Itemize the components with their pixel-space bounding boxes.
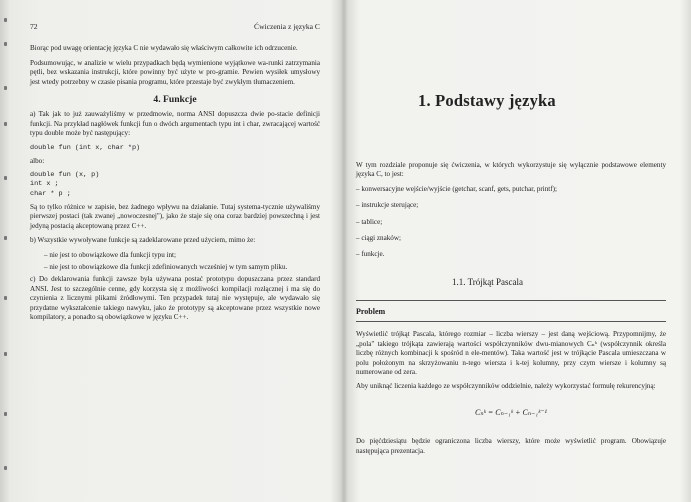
sublist [44, 251, 320, 273]
chapter-title: 1. Podstawy języka [418, 91, 556, 110]
binding-mark [4, 42, 7, 46]
binding-mark [4, 236, 7, 240]
problem-box [356, 300, 666, 461]
intro-paragraph: W tym rozdziale proponuje się ćwiczenia, w których wykorzystuje się wyłącznie podstawowe elementy języka C, to jest: [356, 161, 666, 179]
intro-block [356, 161, 666, 267]
running-head: Ćwiczenia z języka C [254, 22, 320, 31]
binding-mark [4, 412, 7, 416]
section-title: 4. Funkcje [153, 94, 197, 106]
topic-item: – instrukcje sterujące; [356, 201, 419, 210]
binding-mark [4, 296, 7, 300]
topic-item: – tablice; [356, 217, 383, 226]
problem-paragraph: Wyświetlić trójkąt Pascala, którego rozmiar – liczba wierszy – jest daną wejściową. Przypomnijmy, że „pola" takiego trójkąta zawierają wartości współczynników dwu-mianowych Cₙᵏ (współczynnik określa liczbę różnych kombinacji k spośród n ele-mentów). Taka wartość jest w trójkącie Pascala umieszczana w polu położonym na skrzyżowaniu n-tego wiersza i k-tej kolumny, przy czym wiersze i kolumny są numerowane od zera. [356, 330, 666, 377]
paragraph: Podsumowując, w analizie w wielu przypadkach będą wymienione wyjątkowe wa-runki zatrzymania pętli, bez wskazania instrukcji, które powinny być użyte w pro-gramie. Pewien wysiłek umysłowy jest wtedy potrzebny w czasie pisania programu, które przestaje być zwykłym tłumaczeniem. [30, 58, 320, 86]
topic-item: – ciągi znaków; [356, 234, 401, 243]
topic-item: – konwersacyjne wejście/wyjście (getchar, scanf, gets, putchar, printf); [356, 184, 557, 193]
problem-paragraph: Do pięćdziesiątu będzie ograniczona liczba wierszy, które może wyświetlić program. Obowiązuje następująca prezentacja. [356, 437, 666, 455]
paragraph: Są to tylko różnice w zapisie, bez żadnego wpływu na działanie. Tutaj systema-tycznie używaliśmy pierwszej postaci (tak zwanej „nowoczesnej"), jako że staje się ona coraz bardziej powszechną i jest jedyną postacią akceptowaną przez C++. [30, 202, 320, 230]
topic-item: – funkcje. [356, 250, 385, 259]
section-heading: 1.1. Trójkąt Pascala [452, 277, 523, 287]
recurrence-formula: Cₙᵏ = Cₙ₋₁ᵏ + Cₙ₋₁ᵏ⁻¹ [475, 407, 547, 417]
albo-label: albo: [30, 156, 45, 165]
point-a: a) Tak jak to już zauważyliśmy w przedmowie, norma ANSI dopuszcza dwie po-stacie definicji funkcji. Na przykład nagłówek funkcji fun o dwóch argumentach typu int i char, zwracającej wartość typu double może być następujący: [30, 110, 320, 138]
page-number: 72 [30, 22, 38, 31]
problem-paragraph: Aby uniknąć liczenia każdego ze współczynników oddzielnie, należy wykorzystać formułę rekurencyjną: [356, 382, 656, 391]
code-block: double fun (x, p) int x ; char * p ; [30, 171, 100, 198]
binding-marks [2, 0, 10, 502]
point-c: c) Do deklarowania funkcji zawsze była używana postać prototypu dopuszczana przez standard ANSI. Jest to szczególnie cenne, gdy korzysta się z możliwości kompilacji rozłącznej i ma się do czynienia z licznymi plikami źródłowymi. Ten przypadek tutaj nie występuje, ale wydawało się przydatne wykształcenie takiego nawyku, jako że prototypy są akceptowane przez wszystkie nowe kompilatory, a ponadto są obowiązkowe w języku C++. [30, 275, 320, 321]
paragraph: Biorąc pod uwagę orientację języka C nie wydawało się właściwym całkowite ich odrzucenie. [30, 44, 298, 53]
binding-mark [4, 466, 7, 470]
binding-mark [4, 122, 7, 126]
left-page [30, 22, 320, 327]
topic-list [356, 185, 666, 260]
problem-label: Problem [356, 307, 666, 322]
binding-mark [4, 86, 7, 90]
binding-mark [4, 18, 7, 22]
binding-mark [4, 352, 7, 356]
sublist-item: – nie jest to obowiązkowe dla funkcji typu int; [44, 250, 176, 259]
left-page-header [30, 22, 320, 31]
sublist-item: – nie jest to obowiązkowe dla funkcji zdefiniowanych wcześniej w tym samym pliku. [44, 262, 288, 271]
binding-mark [4, 176, 7, 180]
code-block: double fun (int x, char *p) [30, 143, 141, 152]
point-b: b) Wszystkie wywoływane funkcje są zadeklarowane przed użyciem, mimo że: [30, 236, 256, 245]
